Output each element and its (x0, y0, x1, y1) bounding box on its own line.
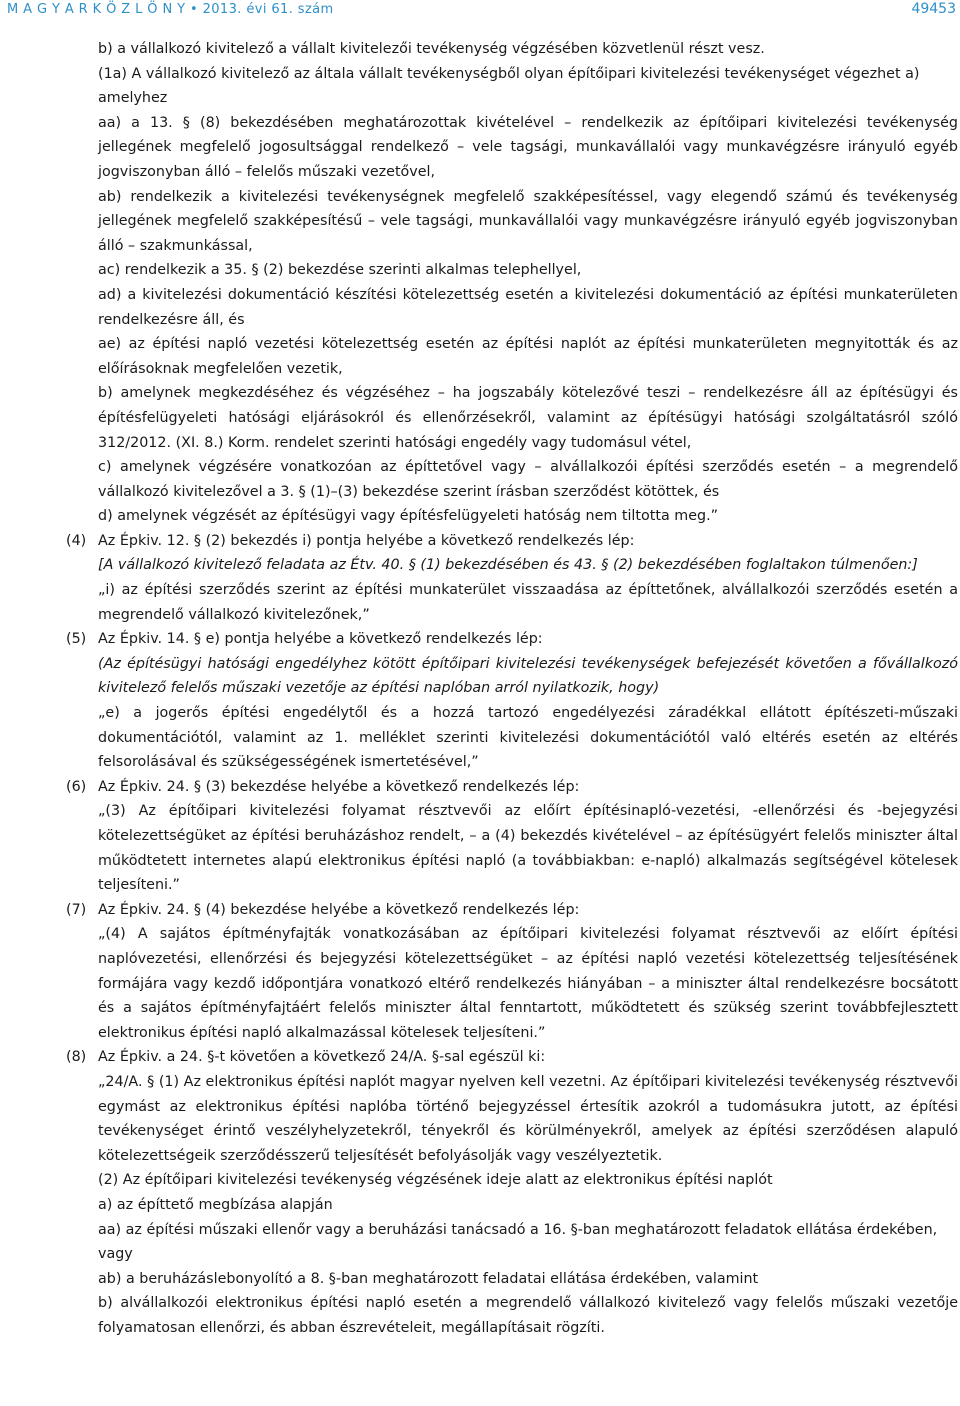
section-number: (8) (66, 1049, 87, 1066)
section-number: (6) (66, 778, 87, 795)
paragraph: b) amelynek megkezdéséhez és végzéséhez – ha jogszabály kötelezővé teszi – rendelkezésre áll az építésügyi és építésfelügyeleti hatósági eljárásokról és ellenőrzésekről, valamint az építésügyi hatósági szolgáltatásról szóló 312/2012. (XI. 8.) Korm. rendelet szerinti hatósági engedély vagy tudomásul vétel, (98, 385, 958, 451)
paragraph: „i) az építési szerződés szerint az építési munkaterület visszaadása az építtetőnek, alvállalkozói szerződés esetén a megrendelő vállalkozó kivitelezőnek,” (98, 582, 958, 623)
paragraph: ab) a beruházáslebonyolító a 8. §-ban meghatározott feladatai ellátása érdekében, valamint (98, 1270, 759, 1287)
paragraph: „(3) Az építőipari kivitelezési folyamat résztvevői az előírt építésinapló-vezetési, -ellenőrzési és -bejegyzési kötelezettségüket az építési beruházáshoz rendelt, – a (4) bekezdés kivételével – az építésügyért felelős miniszter által működtetett internetes alapú elektronikus építési napló (a továbbiakban: e-napló) alkalmazás segítségével kötelesek teljesíteni.” (98, 803, 958, 894)
section-item-5 (66, 627, 958, 652)
paragraph: ae) az építési napló vezetési kötelezettség esetén az építési naplót az építési munkaterületen megnyitották és az előírásoknak megfelelően vezetik, (98, 336, 958, 377)
paragraph: Az Épkiv. a 24. §-t követően a következő 24/A. §-sal egészül ki: (98, 1049, 546, 1066)
section-number: (4) (66, 532, 87, 549)
section-item-8 (66, 1045, 958, 1070)
section-item-7 (66, 898, 958, 923)
paragraph: (2) Az építőipari kivitelezési tevékenység végzésének ideje alatt az elektronikus építési naplót (98, 1172, 773, 1189)
paragraph: d) amelynek végzését az építésügyi vagy építésfelügyeleti hatóság nem tiltotta meg.” (98, 508, 719, 525)
document-body (66, 37, 958, 1340)
section-item-4 (66, 529, 958, 554)
paragraph: b) a vállalkozó kivitelező a vállalt kivitelezői tevékenység végzésében közvetlenül részt vesz. (98, 41, 765, 57)
paragraph: [A vállalkozó kivitelező feladata az Étv. 40. § (1) bekezdésében és 43. § (2) bekezdésében foglaltakon túlmenően:] (98, 557, 918, 574)
paragraph: c) amelynek végzésére vonatkozóan az építtetővel vagy – alvállalkozói építési szerződés esetén – a megrendelő vállalkozó kivitelezővel a 3. § (1)–(3) bekezdése szerint írásban szerződést kötöttek, és (98, 459, 958, 500)
paragraph: Az Épkiv. 24. § (4) bekezdése helyébe a következő rendelkezés lép: (98, 901, 580, 918)
paragraph: b) alvállalkozói elektronikus építési napló esetén a megrendelő vállalkozó kivitelező vagy felelős műszaki vezetője folyamatosan ellenőrzi, és abban észrevételeit, megállapításait rögzíti. (98, 1295, 958, 1336)
paragraph: aa) az építési műszaki ellenőr vagy a beruházási tanácsadó a 16. §-ban meghatározott feladatok ellátása érdekében, vagy (98, 1221, 938, 1263)
paragraph: Az Épkiv. 24. § (3) bekezdése helyébe a következő rendelkezés lép: (98, 778, 580, 795)
paragraph: „e) a jogerős építési engedélytől és a hozzá tartozó engedélyezési záradékkal ellátott építészeti-műszaki dokumentációtól, valamint az 1. melléklet szerinti kivitelezési dokumentációtól való eltérés esetén az eltérés felsorolásával és szükségességének ismertetésével,” (98, 705, 958, 771)
paragraph: aa) a 13. § (8) bekezdésében meghatározottak kivételével – rendelkezik az építőipari kivitelezési tevékenység jellegének megfelelő jogosultsággal rendelkező – vele tagsági, munkavállalói vagy munkavégzésre irányuló egyéb jogviszonyban álló – felelős műszaki vezetővel, (98, 114, 958, 180)
paragraph: ad) a kivitelezési dokumentáció készítési kötelezettség esetén a kivitelezési dokumentáció az építési munkaterületen rendelkezésre áll, és (98, 286, 958, 328)
section-number: (7) (66, 901, 87, 918)
paragraph: „(4) A sajátos építményfajták vonatkozásában az építőipari kivitelezési folyamat résztvevői az előírt építési naplóvezetési, ellenőrzési és bejegyzési kötelezettségüket – az építési napló vezetési kötelezettség teljesítésének formájára vagy kezdő időpontjára vonatkozó eltérő rendelkezés hiányában – a miniszter által rendelkezésre bocsátott és a sajátos építményfajtáért felelős miniszter által fenntartott, működtetett és szükség szerint továbbfejlesztett elektronikus építési napló alkalmazással kötelesek teljesíteni.” (98, 926, 958, 1041)
journal-title: M A G Y A R K Ö Z L Ö N Y • 2013. évi 61. szám (7, 2, 334, 17)
section-number: (5) (66, 631, 87, 648)
page-number: 49453 (911, 1, 956, 17)
paragraph: (1a) A vállalkozó kivitelező az általa vállalt tevékenységből olyan építőipari kivitelezési tevékenységet végezhet a) amelyhez (98, 65, 920, 107)
paragraph: „24/A. § (1) Az elektronikus építési naplót magyar nyelven kell vezetni. Az építőipari kivitelezési tevékenység résztvevői egymást az elektronikus építési naplóba történő bejegyzéssel értesítik azokról a tudomásukra jutott, az építési tevékenységet érintő veszélyhelyzetekről, tényekről és körülményekről, amelyek az építési szerződésen alapuló kötelezettségeik szerződésszerű teljesítését befolyásolják vagy veszélyeztetik. (98, 1073, 958, 1164)
section-item-6 (66, 775, 958, 800)
paragraph: Az Épkiv. 14. § e) pontja helyébe a következő rendelkezés lép: (98, 631, 543, 648)
paragraph: (Az építésügyi hatósági engedélyhez kötött építőipari kivitelezési tevékenységek befejezését követően a fővállalkozó kivitelező felelős műszaki vezetője az építési naplóban arról nyilatkozik, hogy) (98, 655, 958, 697)
page-header (0, 0, 960, 26)
paragraph: a) az építtető megbízása alapján (98, 1196, 333, 1213)
paragraph: ac) rendelkezik a 35. § (2) bekezdése szerinti alkalmas telephellyel, (98, 262, 582, 279)
paragraph: Az Épkiv. 12. § (2) bekezdés i) pontja helyébe a következő rendelkezés lép: (98, 532, 635, 549)
paragraph: ab) rendelkezik a kivitelezési tevékenységnek megfelelő szakképesítéssel, vagy elegendő számú és tevékenység jellegének megfelelő szakképesítésű – vele tagsági, munkavállalói vagy munkavégzésre irányuló egyéb jogviszonyban álló – szakmunkással, (98, 188, 958, 254)
